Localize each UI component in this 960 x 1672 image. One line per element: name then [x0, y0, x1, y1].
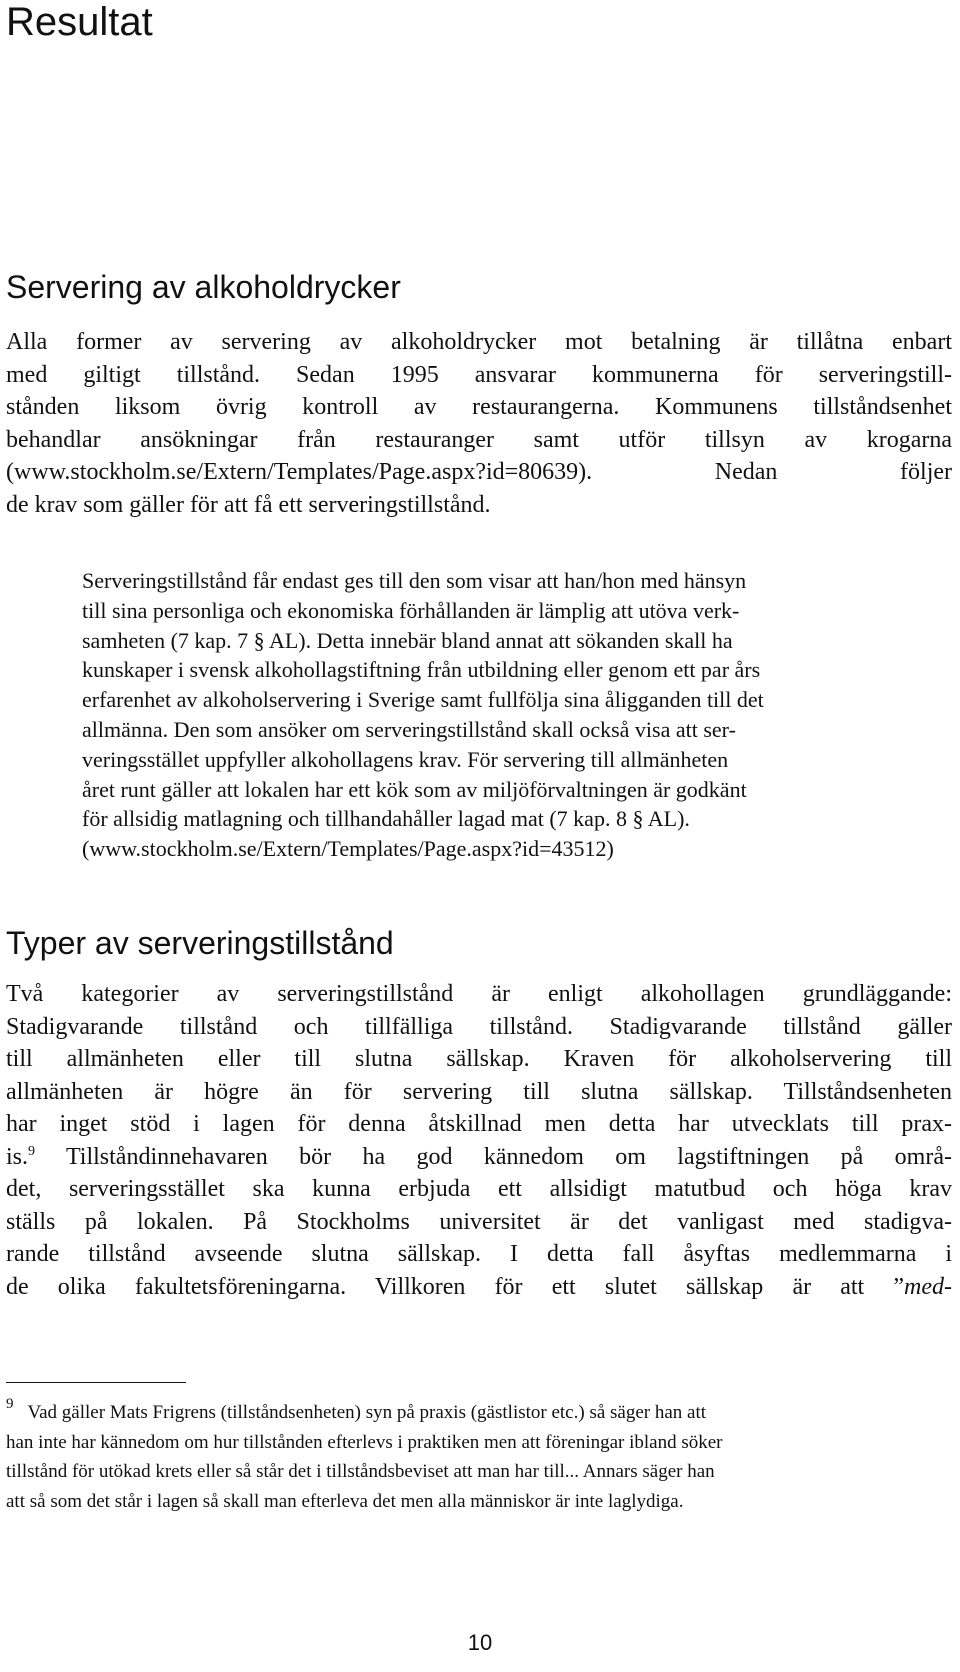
quote-line: till sina personliga och ekonomiska förhållanden är lämplig att utöva verk- [82, 597, 740, 623]
text-fragment: Tillståndinnehavaren bör ha god kännedom om lagstiftningen på områ- [35, 1143, 952, 1170]
italic-fragment: med- [904, 1273, 952, 1300]
text-line: behandlar ansökningar från restauranger samt utför tillsyn av krogarna [6, 426, 952, 453]
text-line: har inget stöd i lagen för denna åtskillnad men detta har utvecklats till prax- [6, 1111, 952, 1137]
quoted-regulation [82, 566, 928, 864]
text-line: stånden liksom övrig kontroll av restaurangerna. Kommunens tillståndsenhet [6, 394, 952, 420]
text-line: med giltigt tillstånd. Sedan 1995 ansvarar kommunerna för serveringstill- [6, 361, 952, 388]
paragraph-servering [6, 326, 952, 521]
page-number: 10 [467, 1630, 493, 1655]
quote-line: samheten (7 kap. 7 § AL). Detta innebär bland annat att sökanden skall ha [82, 627, 733, 653]
footnote-line [6, 1398, 952, 1428]
quote-line: Serveringstillstånd får endast ges till den som visar att han/hon med hänsyn [82, 568, 747, 593]
quote-line: kunskaper i svensk alkohollagstiftning från utbildning eller genom ett par års [82, 657, 761, 683]
footnote-marker: 9 [6, 1396, 14, 1412]
quote-line: året runt gäller att lokalen har ett kök som av miljöförvaltningen är godkänt [82, 776, 747, 802]
footnote-line: han inte har kännedom om hur tillstånden efterlevs i praktiken men att föreningar ibland söker [6, 1431, 723, 1453]
quote-line: (www.stockholm.se/Extern/Templates/Page.aspx?id=43512) [82, 836, 614, 862]
text-fragment: is. [6, 1143, 29, 1170]
text-line: det, serveringsstället ska kunna erbjuda ett allsidigt matutbud och höga krav [6, 1176, 952, 1202]
paragraph-typer [6, 978, 952, 1303]
text-line: till allmänheten eller till slutna sällskap. Kraven för alkoholservering till [6, 1046, 952, 1072]
quote-line: erfarenhet av alkoholservering i Sverige samt fullfölja sina åligganden till det [82, 687, 764, 713]
text-line: de krav som gäller för att få ett serveringstillstånd. [6, 491, 491, 518]
footnote [6, 1398, 952, 1516]
footnote-separator [6, 1382, 186, 1383]
text-line: rande tillstånd avseende slutna sällskap. I detta fall åsyftas medlemmarna i [6, 1241, 952, 1267]
text-line: Stadigvarande tillstånd och tillfälliga tillstånd. Stadigvarande tillstånd gäller [6, 1013, 952, 1040]
text-line: Två kategorier av serveringstillstånd är enligt alkohollagen grundläggande: [6, 981, 952, 1007]
text-line [6, 1271, 952, 1304]
section-title-typer: Typer av serveringstillstånd [6, 925, 394, 961]
section-title-servering: Servering av alkoholdrycker [6, 269, 401, 305]
text-line: ställs på lokalen. På Stockholms universitet är det vanligast med stadigva- [6, 1208, 952, 1235]
text-line: (www.stockholm.se/Extern/Templates/Page.aspx?id=80639). Nedan följer [6, 459, 952, 485]
footnote-reference: 9 [28, 1143, 36, 1159]
footnote-line: tillstånd för utökad krets eller så står det i tillståndsbeviset att man har till... Annars säger han [6, 1461, 715, 1482]
page-heading: Resultat [6, 0, 153, 44]
text-line: allmänheten är högre än för servering till slutna sällskap. Tillståndsenheten [6, 1078, 952, 1105]
quote-line: veringsstället uppfyller alkohollagens krav. För servering till allmänheten [82, 746, 729, 772]
footnote-text: Vad gäller Mats Frigrens (tillståndsenheten) syn på praxis (gästlistor etc.) så säger han att [27, 1402, 707, 1423]
text-line: Alla former av servering av alkoholdrycker mot betalning är tillåtna enbart [6, 329, 952, 355]
footnote-line: att så som det står i lagen så skall man efterleva det men alla människor är inte laglydiga. [6, 1490, 684, 1512]
text-fragment: de olika fakultetsföreningarna. Villkoren för ett slutet sällskap är att ” [6, 1273, 905, 1300]
text-line [6, 1141, 952, 1174]
quote-line: för allsidig matlagning och tillhandahåller lagad mat (7 kap. 8 § AL). [82, 806, 690, 832]
quote-line: allmänna. Den som ansöker om serveringstillstånd skall också visa att ser- [82, 716, 736, 742]
